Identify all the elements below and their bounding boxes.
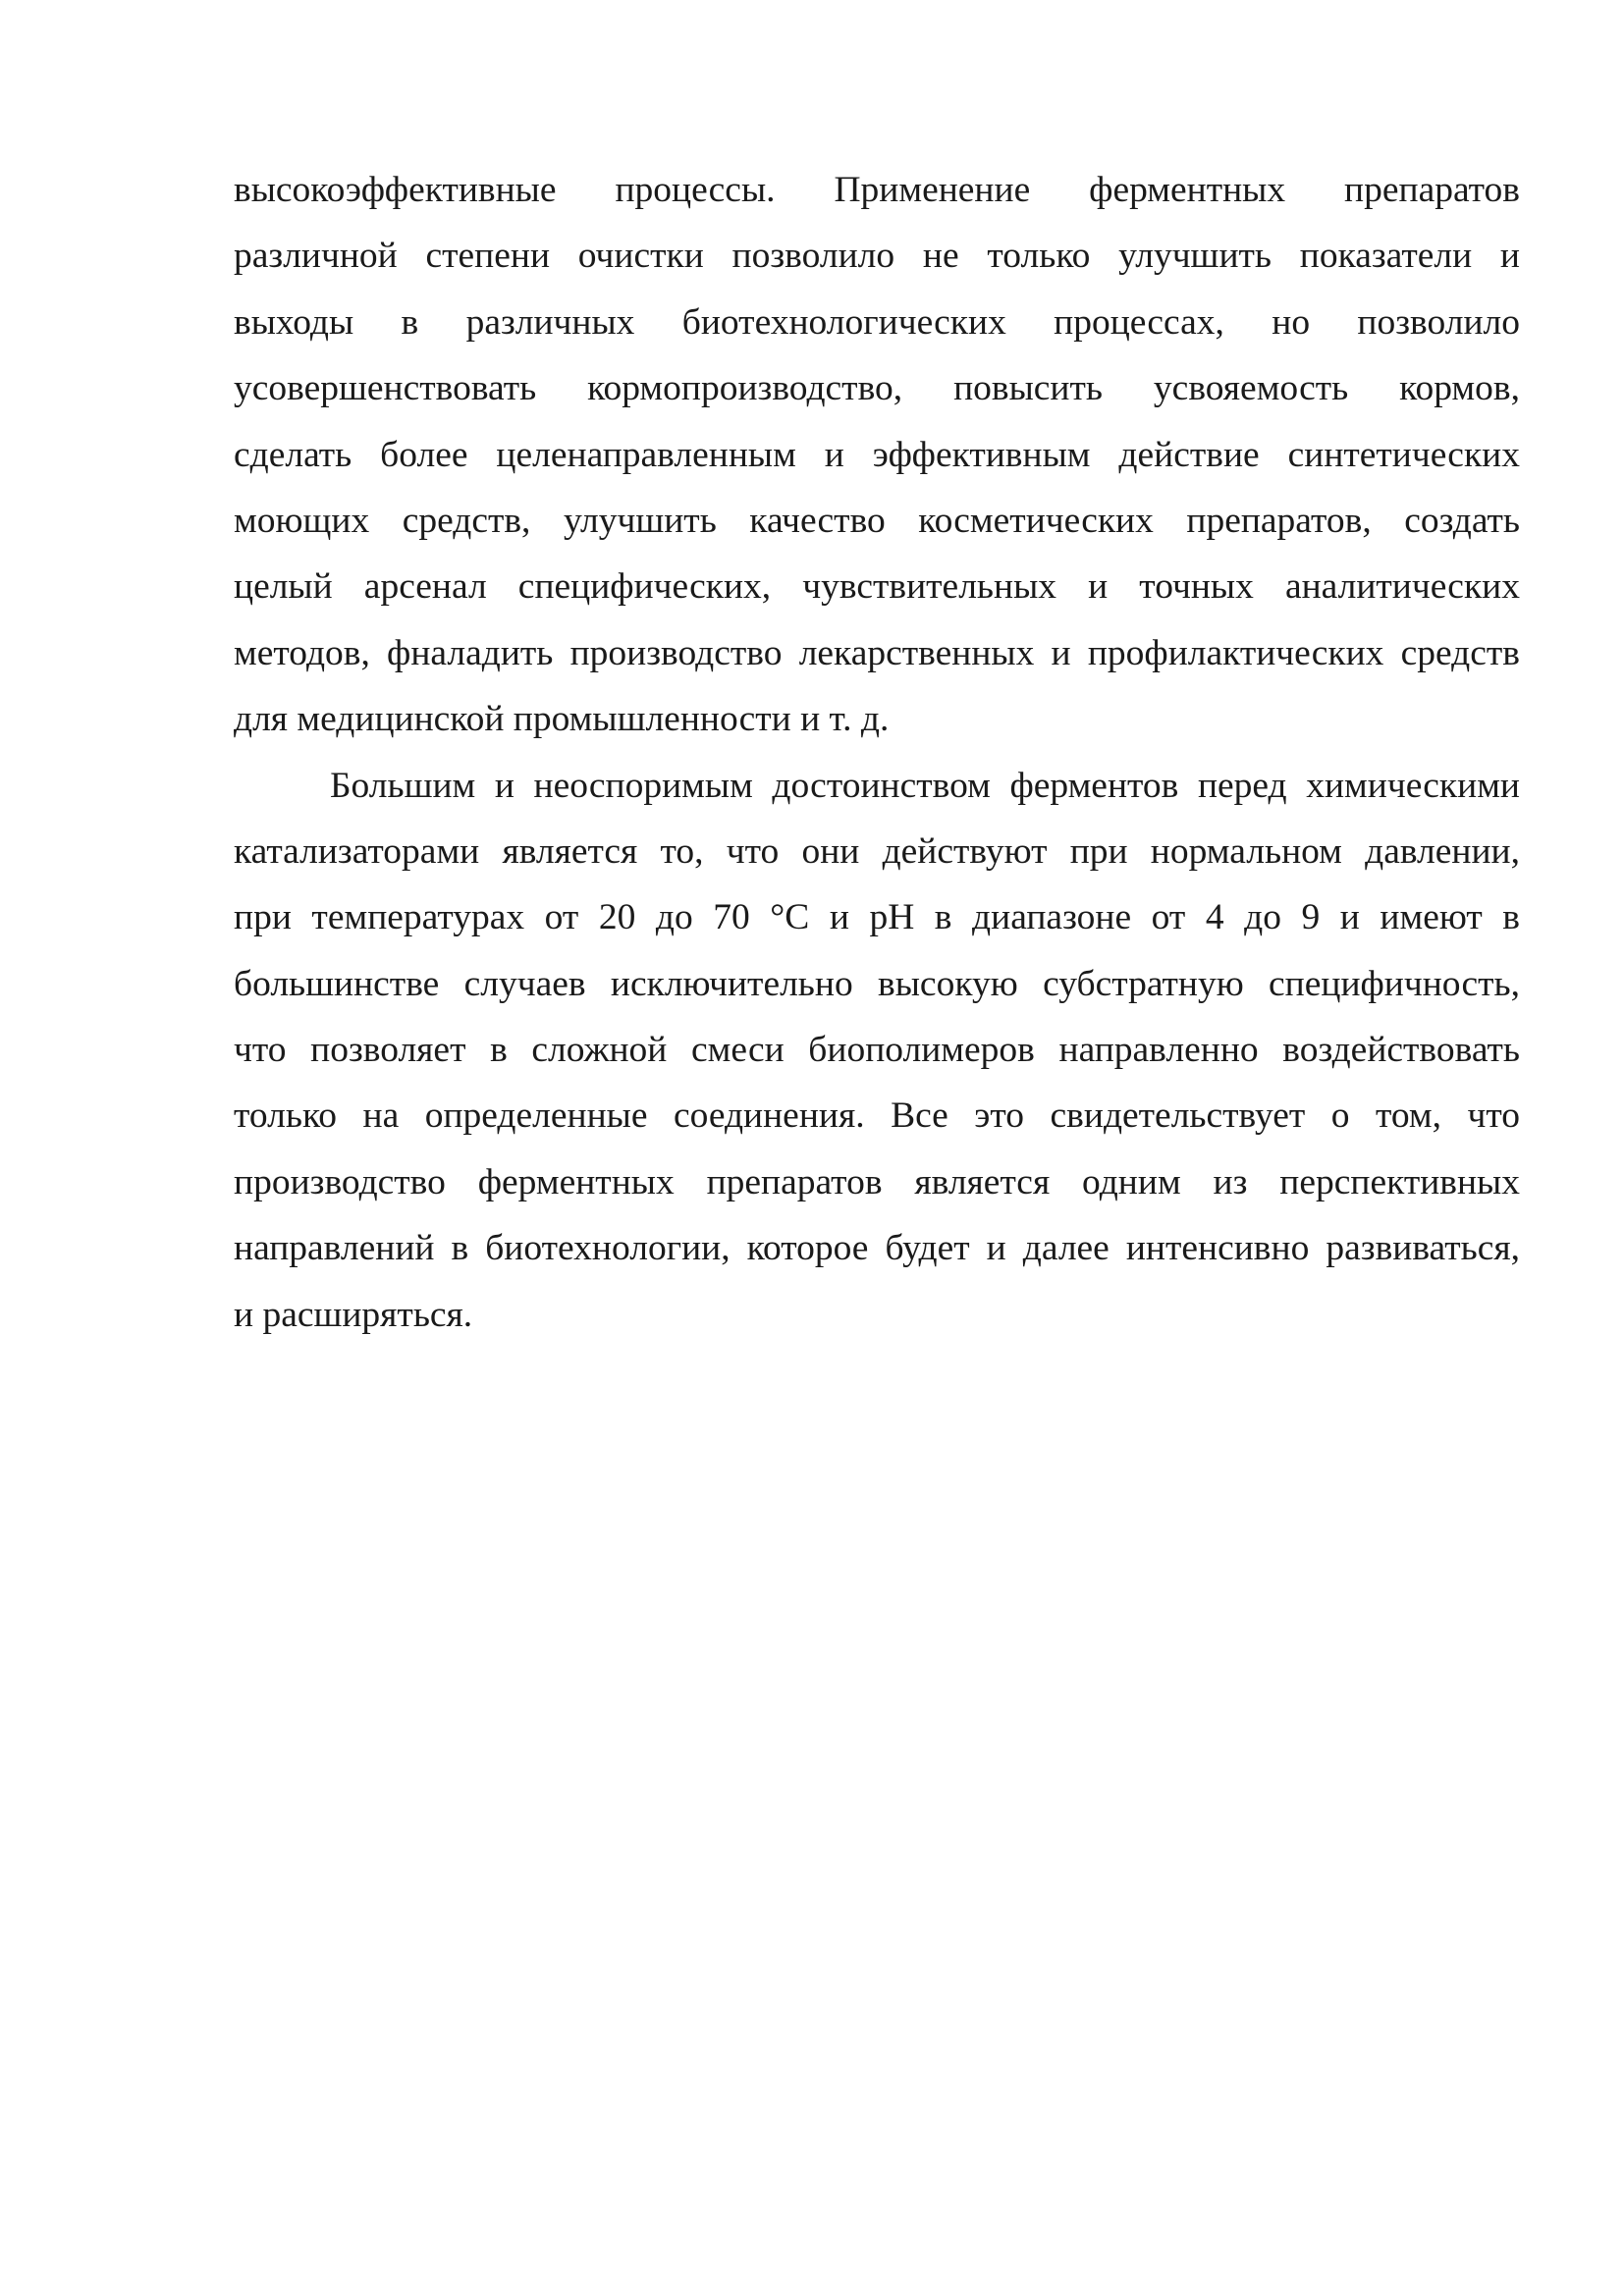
text-line: сделать более целенаправленным и эффективным действие синтетических [234,434,1520,475]
body-text [234,157,1520,1348]
text-line: целый арсенал специфических, чувствительных и точных аналитических [234,566,1520,608]
text-line: выходы в различных биотехнологических процессах, но позволило [234,301,1520,343]
text-line: большинстве случаев исключительно высокую субстратную специфичность, [234,963,1520,1004]
text-line: высокоэффективные процессы. Применение ферментных препаратов [234,170,1520,210]
paragraph-2 [234,753,1520,1349]
text-line: при температурах от 20 до 70 °С и рН в диапазоне от 4 до 9 и имеют в [234,897,1520,938]
paragraph-1 [234,157,1520,753]
text-line: направлений в биотехнологии, которое будет и далее интенсивно развиваться, [234,1228,1520,1269]
text-line: и расширяться. [234,1294,473,1335]
text-line: что позволяет в сложной смеси биополимеров направленно воздействовать [234,1030,1520,1071]
text-line: производство ферментных препаратов является одним из перспективных [234,1161,1520,1202]
text-line: Большим и неоспоримым достоинством ферментов перед химическими [330,765,1520,806]
text-line: моющих средств, улучшить качество косметических препаратов, создать [234,500,1520,541]
text-line: катализаторами является то, что они действуют при нормальном давлении, [234,830,1520,872]
text-line: только на определенные соединения. Все это свидетельствует о том, что [234,1095,1520,1137]
text-line: методов, фналадить производство лекарственных и профилактических средств [234,632,1520,673]
text-line: для медицинской промышленности и т. д. [234,699,890,740]
text-line: усовершенствовать кормопроизводство, повысить усвояемость кормов, [234,368,1520,409]
text-line: различной степени очистки позволило не только улучшить показатели и [234,236,1520,277]
